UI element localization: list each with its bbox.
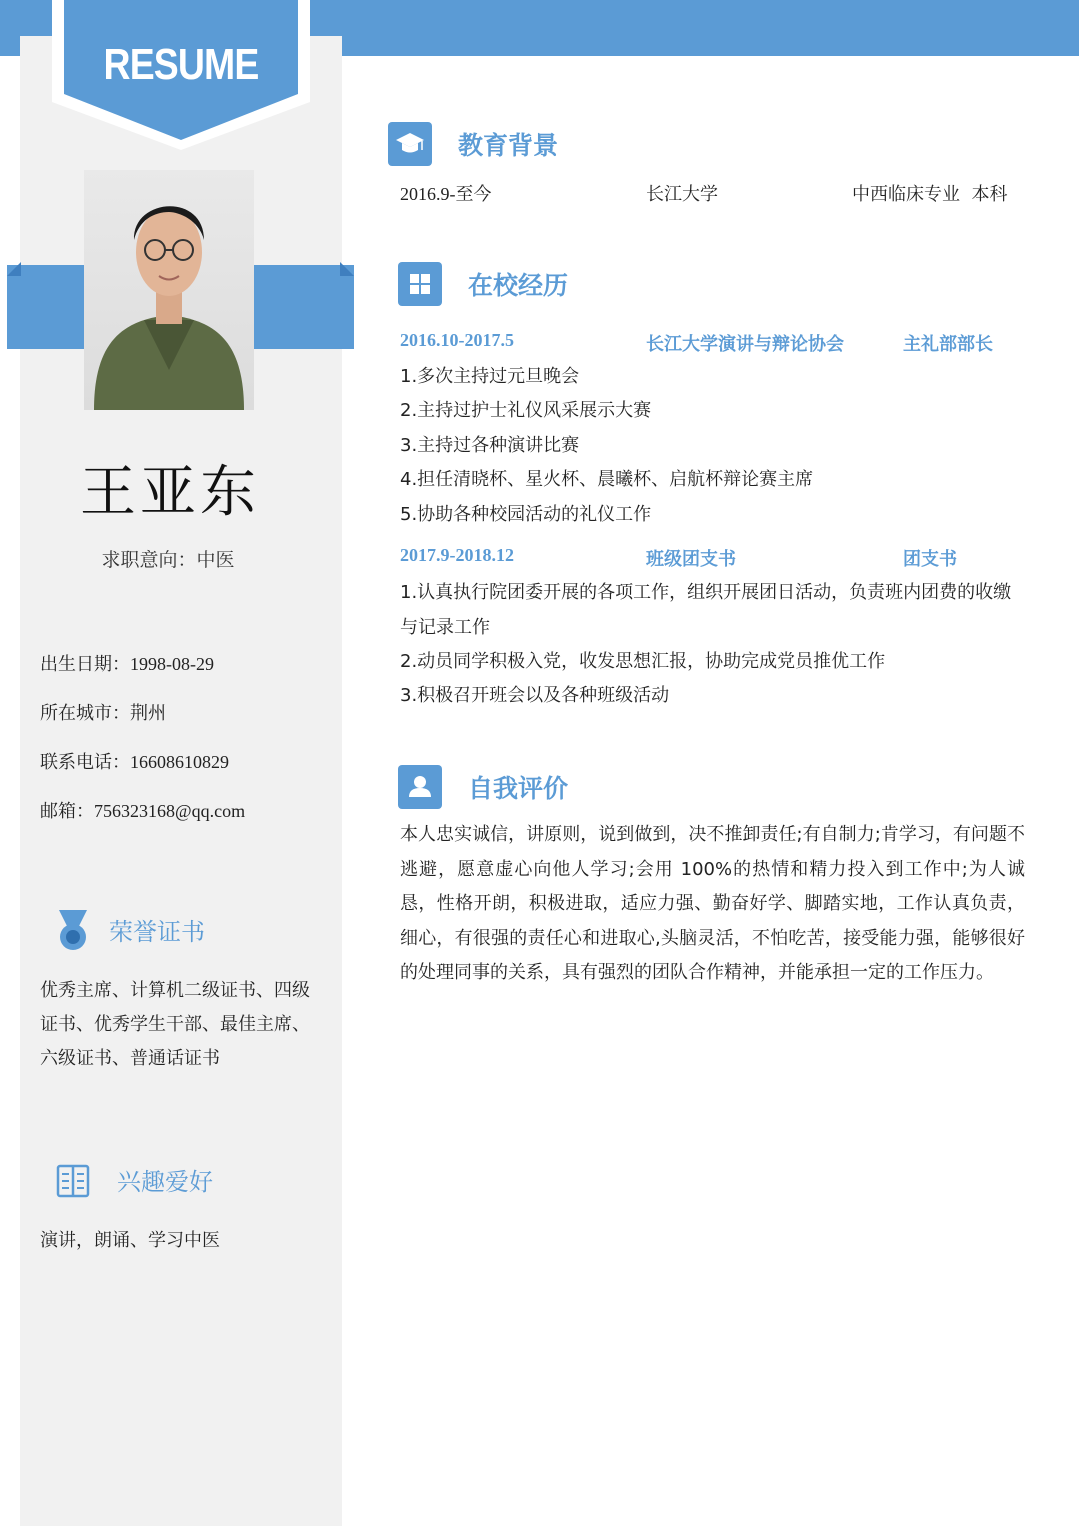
- medal-icon: [55, 908, 91, 952]
- exp2-org: 班级团支书: [646, 549, 736, 570]
- exp1-role: 主礼部部长: [903, 334, 993, 355]
- experience-title: 在校经历: [468, 271, 569, 300]
- info-city: [40, 699, 166, 725]
- exp2-role: 团支书: [903, 549, 957, 570]
- book-icon: [55, 1158, 91, 1202]
- info-label: 所在城市：: [40, 703, 130, 724]
- windows-icon: [398, 262, 442, 306]
- info-value: 756323168@qq.com: [94, 801, 246, 821]
- exp2-line: 2.动员同学积极入党，收发思想汇报，协助完成党员推优工作: [400, 651, 886, 672]
- exp2-line: 1.认真执行院团委开展的各项工作，组织开展团日活动，负责班内团费的收缴与记录工作: [400, 582, 1012, 638]
- exp1-line: 1.多次主持过元旦晚会: [400, 366, 580, 387]
- graduation-cap-icon: [388, 122, 432, 166]
- info-phone: [40, 748, 229, 774]
- info-birthdate: [40, 650, 214, 676]
- hobbies-title: 兴趣爱好: [117, 1168, 213, 1196]
- info-value: 荆州: [130, 703, 166, 724]
- exp1-period: 2016.10-2017.5: [400, 330, 514, 350]
- exp1-org: 长江大学演讲与辩论协会: [646, 334, 844, 355]
- ribbon-fold-right: [340, 262, 354, 276]
- info-label: 邮箱：: [40, 801, 94, 822]
- person-icon: [398, 765, 442, 809]
- job-intent-label: 求职意向：: [101, 549, 197, 571]
- profile-photo: [84, 170, 254, 410]
- honors-title: 荣誉证书: [109, 918, 205, 946]
- exp2-period: 2017.9-2018.12: [400, 545, 514, 565]
- self-eval-title: 自我评价: [468, 774, 569, 803]
- photo-ribbon-right: [254, 265, 354, 349]
- ribbon-fold-left: [7, 262, 21, 276]
- job-intent-value: 中医: [196, 549, 235, 571]
- exp1-line: 4.担任清晓杯、星火杯、晨曦杯、启航杯辩论赛主席: [400, 469, 814, 490]
- hobbies-text: 演讲，朗诵、学习中医: [40, 1230, 220, 1251]
- exp1-line: 5.协助各种校园活动的礼仪工作: [400, 504, 652, 525]
- info-value: 1998-08-29: [130, 654, 214, 674]
- education-title: 教育背景: [458, 131, 559, 160]
- info-value: 16608610829: [130, 752, 229, 772]
- honors-text: 优秀主席、计算机二级证书、四级证书、优秀学生干部、最佳主席、六级证书、普通话证书: [40, 980, 310, 1069]
- education-major: 中西临床专业 本科: [852, 184, 1008, 205]
- education-period: 2016.9-至今: [400, 184, 492, 204]
- info-email: [40, 797, 245, 823]
- job-intent: [20, 545, 316, 572]
- self-eval-text: 本人忠实诚信，讲原则，说到做到，决不推卸责任;有自制力;肯学习，有问题不逃避，愿意虚心向他人学习;会用 100%的热情和精力投入到工作中;为人诚恳，性格开朗，积极进取，适应力强、勤奋好学、脚踏实地，工作认真负责，细心，有很强的责任心和进取心,头脑灵活，不怕吃苦，接受能力强，能够很好的处理同事的关系，具有强烈的团队合作精神，并能承担一定的工作压力。: [400, 824, 1025, 983]
- exp2-line: 3.积极召开班会以及各种班级活动: [400, 685, 670, 706]
- resume-title: RESUME: [103, 40, 259, 89]
- info-label: 联系电话：: [40, 752, 130, 773]
- exp1-line: 2.主持过护士礼仪风采展示大赛: [400, 400, 652, 421]
- education-school: 长江大学: [646, 184, 718, 205]
- info-label: 出生日期：: [40, 654, 130, 675]
- candidate-name: 王亚东: [80, 460, 260, 525]
- exp1-line: 3.主持过各种演讲比赛: [400, 435, 580, 456]
